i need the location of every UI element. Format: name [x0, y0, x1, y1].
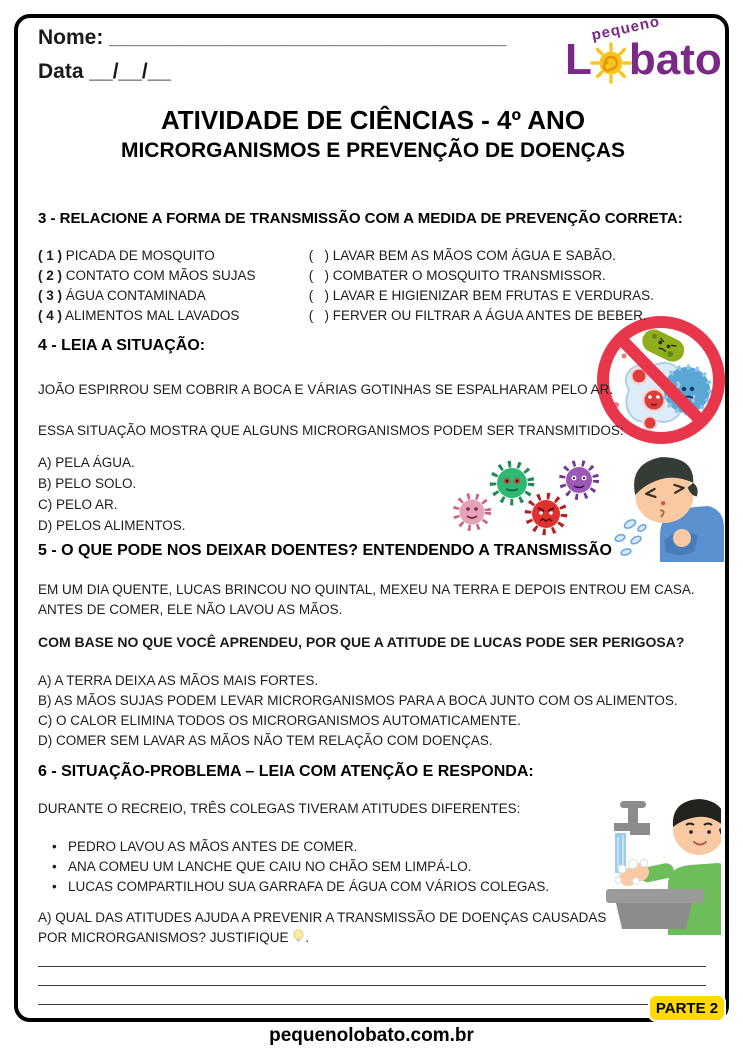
question-4-prompt: ESSA SITUAÇÃO MOSTRA QUE ALGUNS MICRORGANISMOS PODEM SER TRANSMITIDOS:	[38, 423, 624, 438]
date-field-row	[38, 60, 171, 84]
match-left-text: CONTATO COM MÃOS SUJAS	[65, 268, 256, 283]
page-title: ATIVIDADE DE CIÊNCIAS - 4º ANO	[160, 105, 586, 135]
name-field-row	[38, 26, 506, 50]
matching-row	[38, 286, 710, 306]
sneezing-boy-illustration	[612, 440, 724, 562]
match-left-text: PICADA DE MOSQUITO	[65, 248, 215, 263]
date-label: Data __/__/__	[38, 60, 172, 83]
name-label: Nome:	[38, 26, 104, 49]
match-number: ( 1 )	[38, 248, 63, 263]
option-b: B) AS MÃOS SUJAS PODEM LEVAR MICRORGANISMOS PARA A BOCA JUNTO COM OS ALIMENTOS.	[38, 693, 678, 708]
answer-parentheses: ( )	[308, 268, 330, 283]
match-right-text: COMBATER O MOSQUITO TRANSMISSOR.	[332, 268, 606, 283]
virus-cluster-illustration	[452, 458, 600, 540]
question-5-situation: EM UM DIA QUENTE, LUCAS BRINCOU NO QUINTAL, MEXEU NA TERRA E DEPOIS ENTROU EM CASA. ANTES DE COMER, ELE NÃO LAVOU AS MÃOS.	[38, 582, 695, 617]
bullet-item: • PEDRO LAVOU AS MÃOS ANTES DE COMER.	[52, 837, 597, 857]
logo-word-bato: bato	[628, 35, 722, 84]
bullet-item: • ANA COMEU UM LANCHE QUE CAIU NO CHÃO SEM LIMPÁ-LO.	[52, 857, 597, 877]
lightbulb-icon	[292, 929, 305, 944]
matching-row	[38, 306, 710, 326]
match-right-text: FERVER OU FILTRAR A ÁGUA ANTES DE BEBER.	[332, 308, 647, 323]
option-d: D) PELOS ALIMENTOS.	[38, 518, 186, 533]
answer-parentheses: ( )	[308, 308, 330, 323]
match-number: ( 3 )	[38, 288, 63, 303]
question-4-heading: 4 - LEIA A SITUAÇÃO:	[38, 337, 206, 354]
question-5-options	[38, 671, 678, 751]
match-left-text: ÁGUA CONTAMINADA	[65, 288, 206, 303]
match-right-text: LAVAR BEM AS MÃOS COM ÁGUA E SABÃO.	[332, 248, 616, 263]
match-left-text: ALIMENTOS MAL LAVADOS	[65, 308, 240, 323]
question-5-prompt: COM BASE NO QUE VOCÊ APRENDEU, POR QUE A ATITUDE DE LUCAS PODE SER PERIGOSA?	[38, 634, 685, 650]
question-4-situation: JOÃO ESPIRROU SEM COBRIR A BOCA E VÁRIAS GOTINHAS SE ESPALHARAM PELO AR.	[38, 382, 614, 397]
question-6-bullet-list	[52, 837, 597, 897]
sun-icon	[590, 42, 632, 84]
answer-line	[38, 985, 706, 986]
matching-row	[38, 246, 710, 266]
option-a: A) PELA ÁGUA.	[38, 455, 135, 470]
option-a: A) A TERRA DEIXA AS MÃOS MAIS FORTES.	[38, 673, 319, 688]
question-6a-period: .	[305, 930, 310, 945]
question-6a-text	[38, 908, 638, 948]
answer-parentheses: ( )	[308, 288, 330, 303]
answer-line	[38, 966, 706, 967]
footer-url: pequenolobato.com.br	[269, 1025, 474, 1046]
match-number: ( 2 )	[38, 268, 63, 283]
question-3-heading: 3 - RELACIONE A FORMA DE TRANSMISSÃO COM A MEDIDA DE PREVENÇÃO CORRETA:	[38, 210, 683, 227]
name-blank-line: __________________________________________	[109, 29, 507, 48]
option-c: C) PELO AR.	[38, 497, 118, 512]
page-subtitle: MICRORGANISMOS E PREVENÇÃO DE DOENÇAS	[120, 139, 626, 162]
parte-2-badge: PARTE 2	[648, 994, 726, 1022]
match-number: ( 4 )	[38, 308, 63, 323]
logo-word-pequeno: pequeno	[589, 12, 662, 45]
option-c: C) O CALOR ELIMINA TODOS OS MICRORGANISMOS AUTOMATICAMENTE.	[38, 713, 521, 728]
question-4-options	[38, 452, 186, 536]
option-d: D) COMER SEM LAVAR AS MÃOS NÃO TEM RELAÇÃO COM DOENÇAS.	[38, 733, 493, 748]
logo-letter-l: L	[565, 35, 592, 84]
answer-line	[38, 1004, 706, 1005]
question-5-heading: 5 - O QUE PODE NOS DEIXAR DOENTES? ENTENDENDO A TRANSMISSÃO	[38, 542, 612, 559]
question-6a-prompt: A) QUAL DAS ATITUDES AJUDA A PREVENIR A TRANSMISSÃO DE DOENÇAS CAUSADAS POR MICRORGANISMOS? JUSTIFIQUE	[38, 910, 607, 945]
pequeno-lobato-logo	[565, 12, 725, 98]
question-6-heading: 6 - SITUAÇÃO-PROBLEMA – LEIA COM ATENÇÃO E RESPONDA:	[38, 763, 534, 780]
bullet-item: • LUCAS COMPARTILHOU SUA GARRAFA DE ÁGUA COM VÁRIOS COLEGAS.	[52, 877, 597, 897]
option-b: B) PELO SOLO.	[38, 476, 137, 491]
matching-row	[38, 266, 710, 286]
question-3-matching-list	[38, 246, 710, 326]
match-right-text: LAVAR E HIGIENIZAR BEM FRUTAS E VERDURAS.	[332, 288, 654, 303]
answer-parentheses: ( )	[308, 248, 330, 263]
question-6-intro: DURANTE O RECREIO, TRÊS COLEGAS TIVERAM ATITUDES DIFERENTES:	[38, 801, 521, 816]
